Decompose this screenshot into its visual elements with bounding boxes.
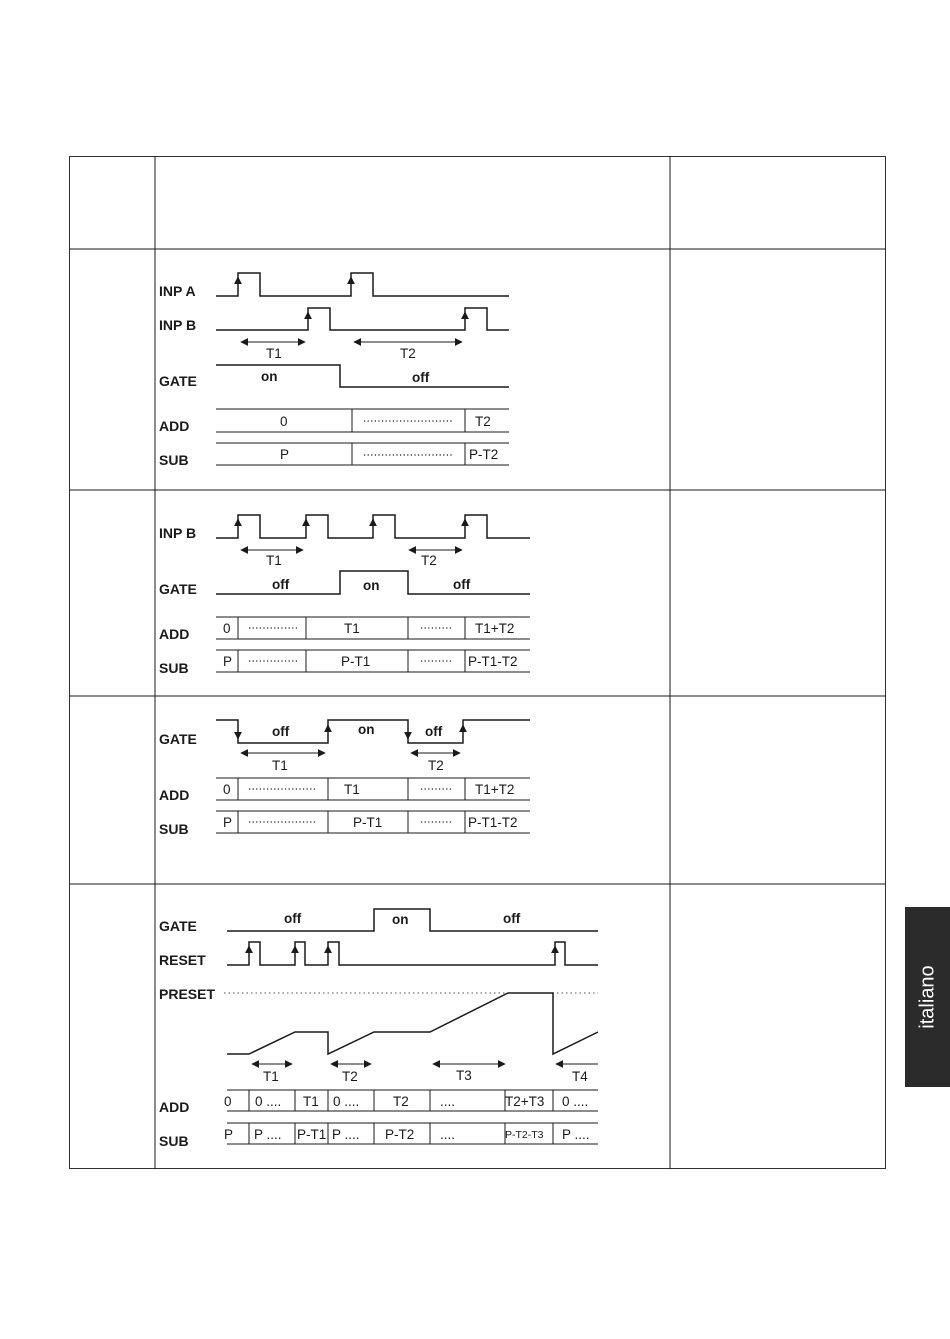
inp-a-waveform: [216, 273, 509, 296]
add-label: ADD: [159, 418, 190, 434]
gate-on-label: on: [363, 578, 380, 593]
add-cell: 0: [280, 414, 288, 429]
add-cell: 0: [223, 621, 231, 636]
gate-on-label: on: [392, 912, 409, 927]
sub-cell: P-T1-T2: [468, 654, 518, 669]
sub-cell: P: [223, 654, 233, 669]
t1-label: T1: [266, 346, 282, 361]
add-cell: T1+T2: [475, 621, 515, 636]
timing-diagram-1: [159, 273, 509, 468]
sub-cell: ....: [440, 1127, 456, 1142]
sub-cell: P-T1: [341, 654, 371, 669]
counter-ramp: [227, 993, 598, 1054]
sub-cell: P: [280, 447, 290, 462]
gate-on-label: on: [261, 369, 278, 384]
add-cell: T1: [303, 1094, 319, 1109]
add-label: ADD: [159, 1099, 190, 1115]
t4-label: T4: [572, 1069, 588, 1084]
gate-off-label: off: [453, 577, 471, 592]
gate-waveform: [227, 909, 598, 931]
sub-cell: P-T2-T3: [505, 1129, 544, 1141]
t2-label: T2: [421, 553, 437, 568]
reset-waveform: [227, 942, 598, 965]
gate-waveform: [216, 365, 509, 387]
sub-label: SUB: [159, 452, 189, 468]
add-cell: 0 ....: [255, 1094, 282, 1109]
sub-cell: P ....: [562, 1127, 590, 1142]
sub-cell: P-T2: [469, 447, 499, 462]
t1-label: T1: [272, 758, 288, 773]
inp-b-label: INP B: [159, 317, 197, 333]
gate-off-label: off: [412, 370, 430, 385]
timing-diagram-4: [159, 909, 598, 1149]
add-cell: T1+T2: [475, 782, 515, 797]
t2-label: T2: [428, 758, 444, 773]
sub-cell: P-T1: [353, 815, 383, 830]
add-cell: T1: [344, 782, 360, 797]
t3-label: T3: [456, 1068, 472, 1083]
sub-cell: P ....: [254, 1127, 282, 1142]
add-cell: T1: [344, 621, 360, 636]
gate-off-label: off: [425, 724, 443, 739]
gate-off-label: off: [272, 577, 290, 592]
sub-label: SUB: [159, 660, 189, 676]
add-label: ADD: [159, 787, 190, 803]
sub-cell: P: [223, 815, 233, 830]
language-tab-label: italiano: [916, 965, 938, 1029]
sub-cell: P-T2: [385, 1127, 415, 1142]
language-tab: [905, 907, 950, 1087]
gate-label: GATE: [159, 918, 197, 934]
gate-off-label: off: [272, 724, 290, 739]
gate-label: GATE: [159, 373, 197, 389]
add-cell: T2+T3: [505, 1094, 545, 1109]
gate-label: GATE: [159, 581, 197, 597]
sub-label: SUB: [159, 821, 189, 837]
add-cell: 0: [223, 782, 231, 797]
add-cell: 0 ....: [562, 1094, 589, 1109]
t2-label: T2: [400, 346, 416, 361]
add-cell: T2: [393, 1094, 409, 1109]
gate-on-label: on: [358, 722, 375, 737]
add-label: ADD: [159, 626, 190, 642]
timing-diagram-2: [159, 515, 530, 676]
sub-cell: P: [224, 1127, 234, 1142]
inp-b-label: INP B: [159, 525, 197, 541]
sub-cell: P-T1-T2: [468, 815, 518, 830]
add-cell: 0 ....: [333, 1094, 360, 1109]
t1-label: T1: [266, 553, 282, 568]
t2-label: T2: [342, 1069, 358, 1084]
timing-diagram-table: [69, 156, 886, 1169]
add-cell: 0: [224, 1094, 232, 1109]
inp-a-label: INP A: [159, 283, 196, 299]
gate-label: GATE: [159, 731, 197, 747]
sub-label: SUB: [159, 1133, 189, 1149]
sub-cell: P ....: [332, 1127, 360, 1142]
reset-label: RESET: [159, 952, 206, 968]
add-cell: T2: [475, 414, 491, 429]
timing-diagram-3: [159, 720, 530, 837]
t1-label: T1: [263, 1069, 279, 1084]
sub-cell: P-T1: [297, 1127, 327, 1142]
preset-label: PRESET: [159, 986, 216, 1002]
add-cell: ....: [440, 1094, 456, 1109]
gate-off-label: off: [284, 911, 302, 926]
gate-off-label: off: [503, 911, 521, 926]
